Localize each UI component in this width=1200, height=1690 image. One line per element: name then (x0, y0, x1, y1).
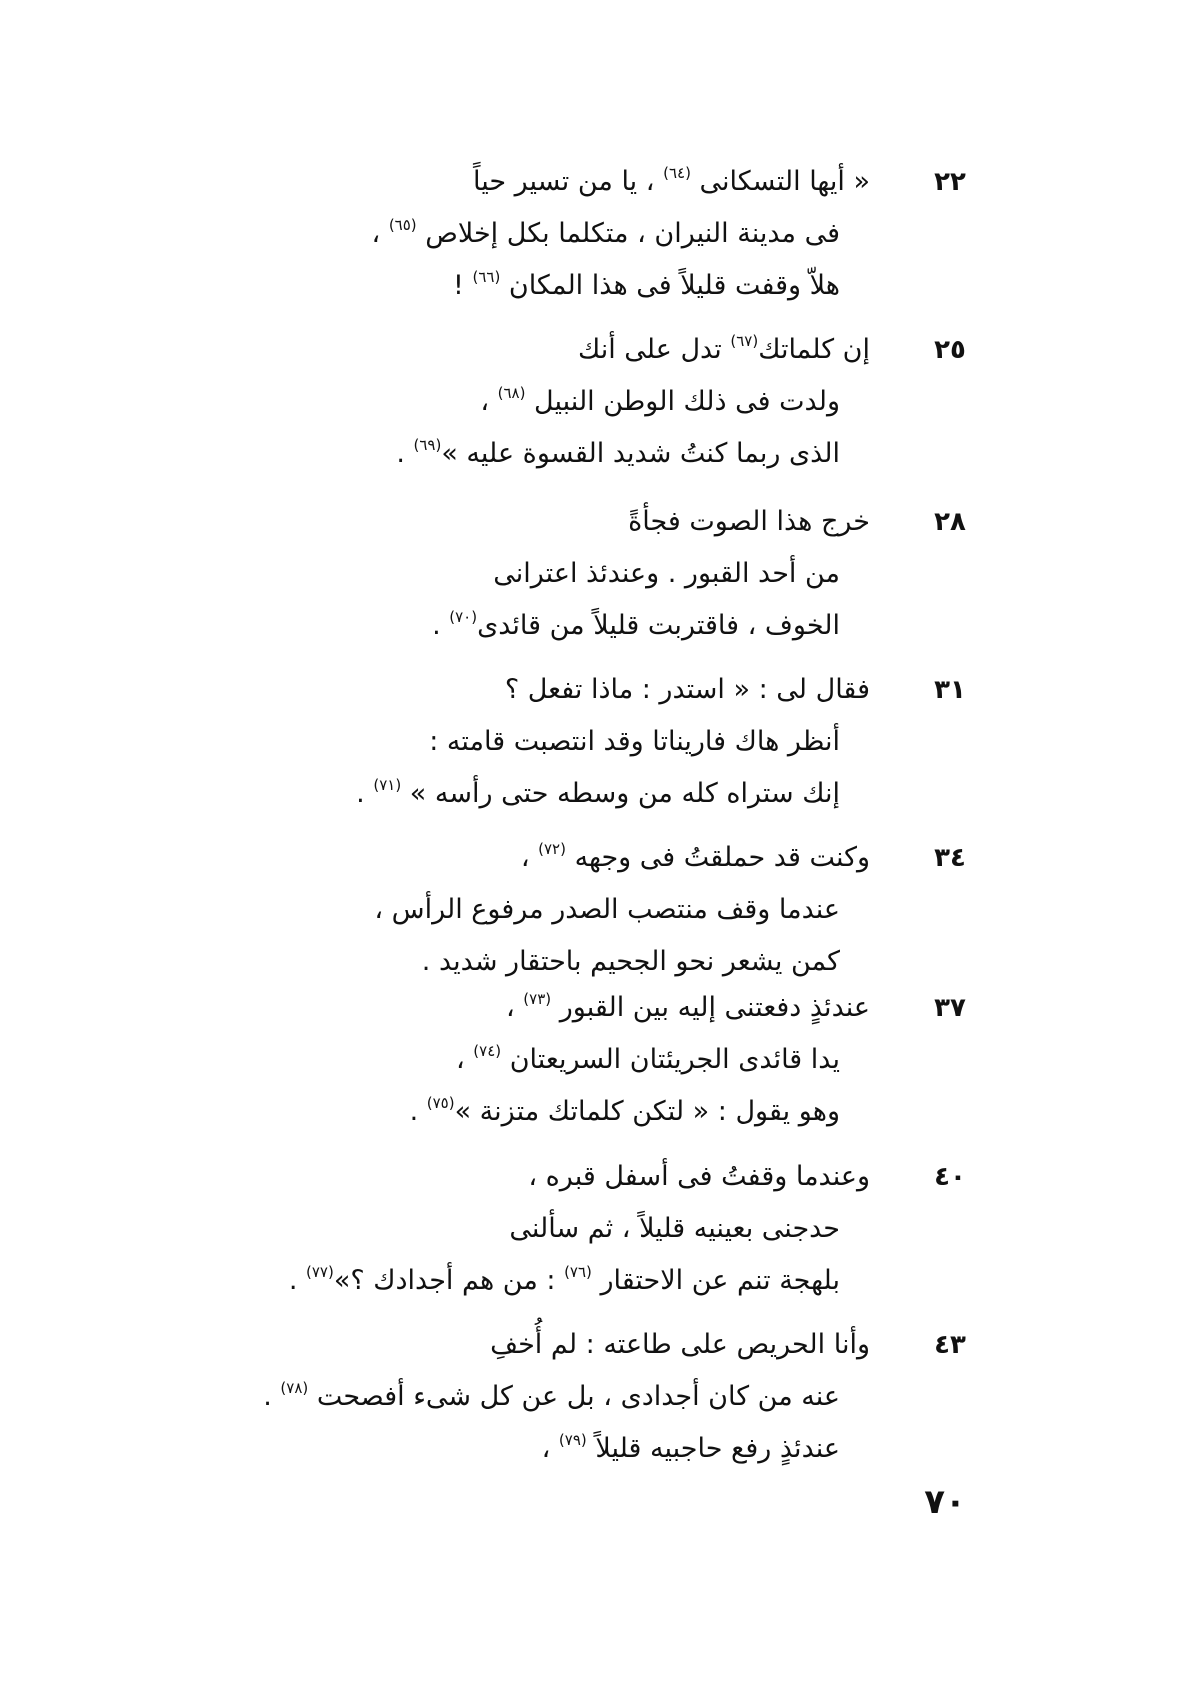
stanza (240, 666, 980, 834)
footnote-ref: (٧٨) (280, 1379, 309, 1397)
stanza (240, 1321, 980, 1489)
verse-line: عندئذٍ دفعتنى إليه بين القبور $^{(٧٣)}$ ، (505, 990, 870, 1023)
footnote-ref: (٦٨) (497, 384, 526, 402)
verse-line: أنظر هاك فاريناتا وقد انتصبت قامته : (429, 726, 840, 757)
verse-line: الذى ربما كنتُ شديد القسوة عليه »$^{(٦٩)}$ . (396, 436, 840, 469)
verse-line: عندما وقف منتصب الصدر مرفوع الرأس ، (374, 894, 840, 925)
verse-line: حدجنى بعينيه قليلاً ، ثم سألنى (509, 1213, 840, 1244)
footnote-ref: (٧٥) (426, 1094, 455, 1112)
footnote-ref: (٧١) (373, 776, 402, 794)
verse-line: فى مدينة النيران ، متكلما بكل إخلاص $^{(٦٥)}$ ، (371, 216, 840, 249)
verse-line: الخوف ، فاقتربت قليلاً من قائدى$^{(٧٠)}$ . (432, 608, 840, 641)
verse-line: وكنت قد حملقتُ فى وجهه $^{(٧٢)}$ ، (520, 840, 870, 873)
line-number: ٢٨ (934, 507, 966, 537)
footnote-ref: (٦٩) (413, 436, 442, 454)
verse-line: وأنا الحريص على طاعته : لم أُخفِ (490, 1329, 870, 1360)
footnote-ref: (٦٦) (472, 268, 501, 286)
stanza (240, 498, 980, 666)
verse-line: عندئذٍ رفع حاجبيه قليلاً $^{(٧٩)}$ ، (541, 1431, 840, 1464)
verse-line: فقال لى : « استدر : ماذا تفعل ؟ (504, 674, 870, 705)
line-number: ٣١ (934, 675, 966, 705)
verse-line: وهو يقول : « لتكن كلماتك متزنة »$^{(٧٥)}$ . (409, 1094, 840, 1127)
verse-line: « أيها التسكانى $^{(٦٤)}$ ، يا من تسير حياً (472, 164, 870, 197)
page-number: ٧٠ (924, 1482, 966, 1522)
footnote-ref: (٧٧) (305, 1263, 334, 1281)
verse-line: بلهجة تنم عن الاحتقار $^{(٧٦)}$ : من هم أجدادك ؟»$^{(٧٧)}$ . (288, 1263, 840, 1296)
line-number: ٤٣ (934, 1330, 966, 1360)
line-number: ٢٢ (934, 167, 966, 197)
footnote-ref: (٦٤) (663, 164, 691, 182)
verse-line: وعندما وقفتُ فى أسفل قبره ، (528, 1161, 870, 1192)
footnote-ref: (٧٩) (558, 1431, 587, 1449)
footnote-ref: (٧٣) (523, 990, 552, 1008)
stanza (240, 158, 980, 326)
verse-line: من أحد القبور . وعندئذ اعترانى (493, 558, 840, 589)
verse-line: كمن يشعر نحو الجحيم باحتقار شديد . (421, 946, 840, 977)
footnote-ref: (٧٢) (538, 840, 566, 858)
stanza (240, 834, 980, 1002)
line-number: ٤٠ (934, 1162, 966, 1192)
verse-line: يدا قائدى الجريئتان السريعتان $^{(٧٤)}$ ، (456, 1042, 840, 1075)
verse-line: ولدت فى ذلك الوطن النبيل $^{(٦٨)}$ ، (480, 384, 840, 417)
verse-line: إن كلماتك$^{(٦٧)}$ تدل على أنك (577, 332, 870, 365)
stanza (240, 1153, 980, 1321)
footnote-ref: (٧٤) (473, 1042, 502, 1060)
footnote-ref: (٦٥) (388, 216, 417, 234)
verse-line: خرج هذا الصوت فجأةً (628, 506, 870, 537)
line-number: ٣٤ (934, 843, 966, 873)
line-number: ٢٥ (934, 335, 966, 365)
stanza (240, 984, 980, 1152)
footnote-ref: (٧٦) (564, 1263, 592, 1281)
footnote-ref: (٧٠) (449, 608, 478, 626)
footnote-ref: (٦٧) (730, 332, 759, 350)
verse-line: عنه من كان أجدادى ، بل عن كل شىء أفصحت $^{(٧٨)}$ . (263, 1379, 840, 1412)
line-number: ٣٧ (934, 993, 966, 1023)
verse-line: هلاّ وقفت قليلاً فى هذا المكان $^{(٦٦)}$ ! (453, 268, 840, 301)
stanza (240, 326, 980, 494)
verse-line: إنك ستراه كله من وسطه حتى رأسه » $^{(٧١)}$ . (356, 776, 840, 809)
